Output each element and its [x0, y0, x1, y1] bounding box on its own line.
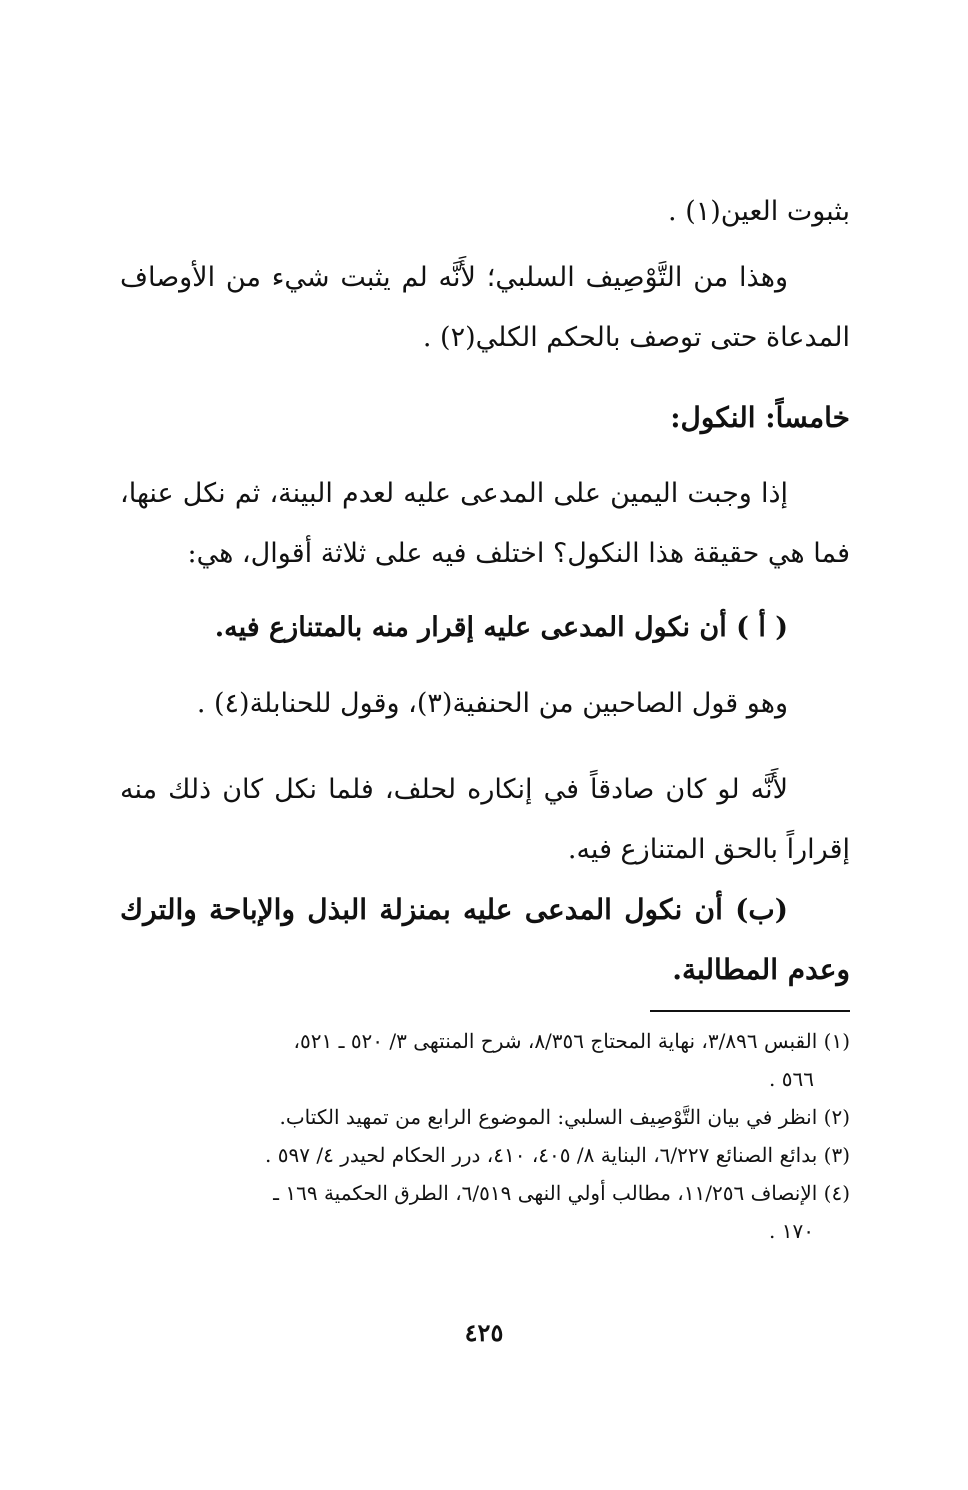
section-heading: خامساً: النكول: — [670, 401, 850, 434]
footnote-divider — [650, 1010, 850, 1012]
text-line: وهذا من التَّوْصِيف السلبي؛ لأَنَّه لم يثبت شيء من الأوصاف — [120, 262, 788, 293]
section-heading-block — [120, 388, 850, 448]
text-line: بثبوت العين(١) . — [668, 196, 850, 227]
point-b: (ب) أن نكول المدعى عليه بمنزلة البذل والإباحة والترك — [120, 893, 788, 926]
paragraph — [120, 464, 850, 584]
text-line: إقراراً بالحق المتنازع فيه. — [567, 834, 850, 865]
point-b-block — [120, 880, 850, 1000]
page-number: ٤٢٥ — [464, 1318, 504, 1347]
footnote-1-continuation: ٥٦٦ . — [769, 1067, 814, 1091]
footnotes — [120, 1022, 850, 1250]
point-a: ( أ ) أن نكول المدعى عليه إقرار منه بالمتنازع فيه. — [214, 612, 788, 643]
text-line: إذا وجبت اليمين على المدعى عليه لعدم البينة، ثم نكل عنها، — [120, 478, 788, 509]
footnote-1: (١) القبس ٣/٨٩٦، نهاية المحتاج ٨/٣٥٦، شرح المنتهى ٣/ ٥٢٠ ـ ٥٢١، — [293, 1029, 850, 1053]
footnote-4-continuation: ١٧٠ . — [769, 1219, 814, 1243]
text-line: فما هي حقيقة هذا النكول؟ اختلف فيه على ثلاثة أقوال، هي: — [187, 538, 850, 569]
point-a-block — [120, 598, 850, 658]
footnote-2: (٢) انظر في بيان التَّوْصِيف السلبي: الموضوع الرابع من تمهيد الكتاب. — [279, 1105, 850, 1129]
paragraph — [120, 760, 850, 880]
text-line: المدعاة حتى توصف بالحكم الكلي(٢) . — [422, 322, 850, 353]
paragraph — [120, 674, 850, 734]
point-b-continuation: وعدم المطالبة. — [672, 953, 850, 986]
footnote-3: (٣) بدائع الصنائع ٦/٢٢٧، البناية ٨/ ٤٠٥، ٤١٠، درر الحكام لحيدر ٤/ ٥٩٧ . — [265, 1143, 850, 1167]
main-text — [120, 182, 850, 242]
text-line: لأَنَّه لو كان صادقاً في إنكاره لحلف، فلما نكل كان ذلك منه — [120, 774, 788, 805]
text-line: وهو قول الصاحبين من الحنفية(٣)، وقول للحنابلة(٤) . — [196, 688, 788, 719]
paragraph — [120, 248, 850, 368]
footnote-4: (٤) الإنصاف ١١/٢٥٦، مطالب أولي النهى ٦/٥١٩، الطرق الحكمية ١٦٩ ـ — [273, 1181, 850, 1205]
